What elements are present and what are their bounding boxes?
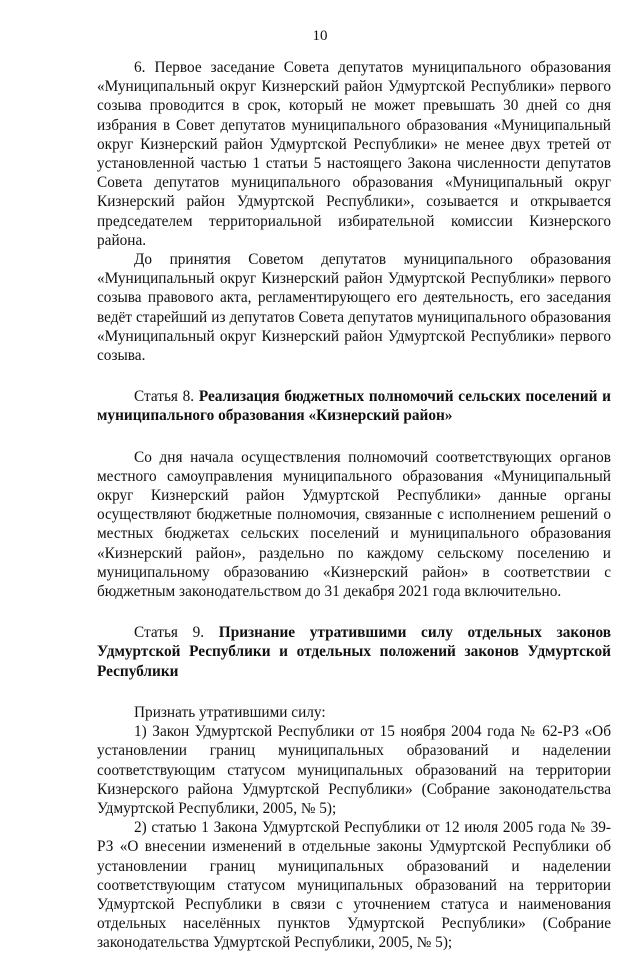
article-8-title: Реализация бюджетных полномочий сельских поселений и муниципального образования «Кизнерский район» [97,388,611,425]
article-9-item-1: 1) Закон Удмуртской Республики от 15 ноября 2004 года № 62-РЗ «Об установлении границ муниципальных образований и наделении соответствующим статусом муниципальных образований на территории Кизнерского района Удмуртской Республики» (Собрание законодательства Удмуртской Республики, 2005, № 5); [97,723,611,817]
article-9-label: Статья 9. [134,624,219,642]
article-8-body: Со дня начала осуществления полномочий соответствующих органов местного самоуправления муниципального образования «Муниципальный округ Кизнерский район Удмуртской Республики» данные органы осуществляют бюджетные полномочия, связанные с исполнением решений о местных бюджетах сельских поселений и муниципального образования «Кизнерский район», раздельно по каждому сельскому поселению и муниципальному образованию «Кизнерский район» в соответствии с бюджетным законодательством до 31 декабря 2021 года включительно. [97,448,611,601]
article-9-title: Признание утратившими силу отдельных законов Удмуртской Республики и отдельных положений законов Удмуртской Республики [97,624,611,680]
page-number: 10 [312,28,328,44]
document-body [97,58,611,953]
article-9-item-2: 2) статью 1 Закона Удмуртской Республики от 12 июля 2005 года № 39-РЗ «О внесении изменений в отдельные законы Удмуртской Республики об установлении границ муниципальных образований и наделении соответствующим статусом муниципальных образований на территории Удмуртской Республики в связи с уточнением статуса и наименования отдельных населённых пунктов Удмуртской Республики» (Собрание законодательства Удмуртской Республики, 2005, № 5); [97,819,611,952]
article-9-heading [97,623,611,681]
paragraph-6-continuation: До принятия Советом депутатов муниципального образования «Муниципальный округ Кизнерский район Удмуртской Республики» первого созыва правового акта, регламентирующего его деятельность, его заседания ведёт старейший из депутатов Совета депутатов муниципального образования «Муниципальный округ Кизнерский район Удмуртской Республики» первого созыва. [97,251,611,365]
article-8-label: Статья 8. [134,388,199,406]
article-8-heading [97,387,611,425]
article-9-intro: Признать утратившими силу: [134,703,326,721]
paragraph-6: 6. Первое заседание Совета депутатов муниципального образования «Муниципальный округ Кизнерский район Удмуртской Республики» первого созыва проводится в срок, который не может превышать 30 дней со дня избрания в Совет депутатов муниципального образования «Муниципальный округ Кизнерский район Удмуртской Республики» не менее двух третей от установленной частью 1 статьи 5 настоящего Закона численности депутатов Совета депутатов муниципального образования «Муниципальный округ Кизнерский район Удмуртской Республики», созывается и открывается председателем территориальной избирательной комиссии Кизнерского района. [97,59,611,249]
